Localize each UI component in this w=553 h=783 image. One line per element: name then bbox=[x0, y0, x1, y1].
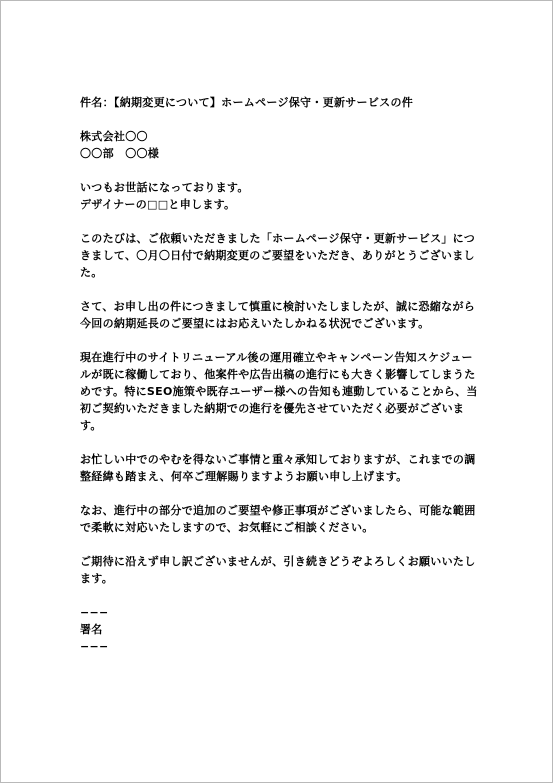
paragraph-3-line: めです。特にSEO施策や既存ユーザー様への告知も連動していることから、当 bbox=[80, 385, 478, 398]
paragraph-1-line: た。 bbox=[80, 266, 103, 279]
paragraph-2-line: さて、お申し出の件につきまして慎重に検討いたしましたが、誠に恐縮ながら bbox=[80, 300, 476, 313]
signature-rule-bottom: −−− bbox=[80, 640, 109, 653]
greeting-line: デザイナーの□□と申します。 bbox=[80, 198, 236, 211]
paragraph-3-line: す。 bbox=[80, 419, 102, 432]
paragraph-1-line: このたびは、ご依頼いただきました「ホームページ保守・更新サービス」につ bbox=[80, 232, 476, 245]
paragraph-1-line: きまして、〇月〇日付で納期変更のご要望をいただき、ありがとうございまし bbox=[80, 249, 475, 262]
paragraph-6-line: ご期待に沿えず申し訳ございませんが、引き続きどうぞよろしくお願いいたし bbox=[80, 555, 476, 568]
paragraph-5-line: で柔軟に対応いたしますので、お気軽にご相談ください。 bbox=[80, 521, 374, 534]
recipient-company: 株式会社〇〇 bbox=[80, 130, 148, 143]
paragraph-6-line: ます。 bbox=[80, 572, 114, 585]
paragraph-3-line: 現在進行中のサイトリニューアル後の運用確立やキャンペーン告知スケジュー bbox=[80, 351, 473, 364]
paragraph-3-line: ルが既に稼働しており、他案件や広告出稿の進行にも大きく影響してしまうた bbox=[80, 368, 476, 381]
signature-rule-top: −−− bbox=[80, 606, 109, 619]
paragraph-2-line: 今回の納期延長のご要望にはお応えいたしかねる状況でございます。 bbox=[80, 317, 430, 330]
signature-label: 署名 bbox=[80, 623, 103, 636]
recipient-person: 〇〇部 〇〇様 bbox=[80, 147, 160, 160]
letter-body bbox=[80, 94, 480, 655]
paragraph-5-line: なお、進行中の部分で追加のご要望や修正事項がございましたら、可能な範囲 bbox=[80, 504, 476, 517]
subject-line: 件名：【納期変更について】ホームページ保守・更新サービスの件 bbox=[80, 96, 414, 109]
greeting-line: いつもお世話になっております。 bbox=[80, 181, 249, 194]
paragraph-4-line: 整経緯も踏まえ、何卒ご理解賜りますようお願い申し上げます。 bbox=[80, 470, 408, 483]
paragraph-3-line: 初ご契約いただきました納期での進行を優先させていただく必要がございま bbox=[80, 402, 465, 415]
paragraph-4-line: お忙しい中でのやむを得ないご事情と重々承知しておりますが、これまでの調 bbox=[80, 453, 476, 466]
